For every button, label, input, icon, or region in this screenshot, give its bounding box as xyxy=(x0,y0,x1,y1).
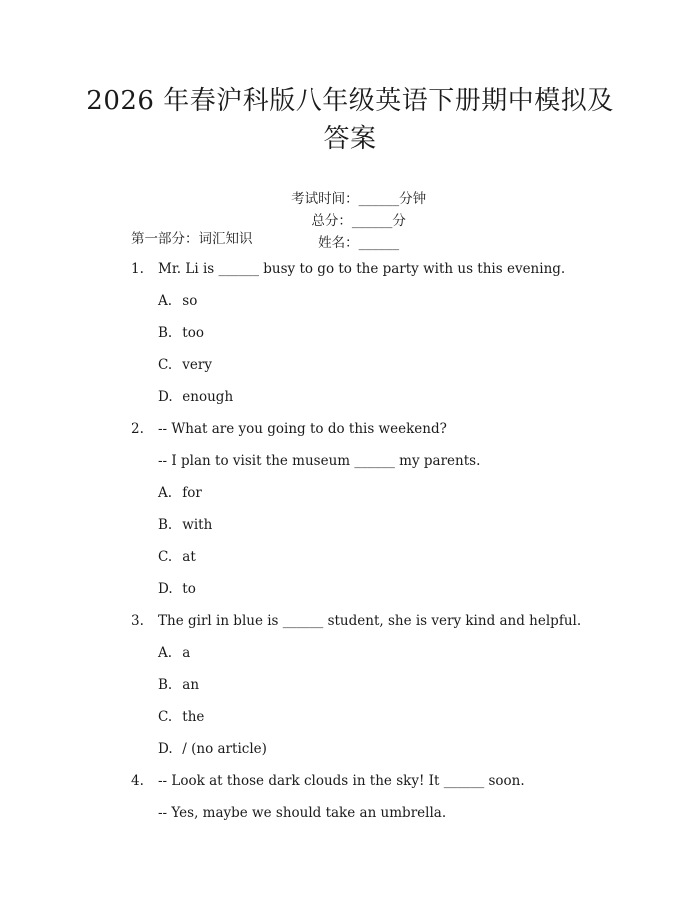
question-text: -- Yes, maybe we should take an umbrella. xyxy=(158,805,447,821)
option-text: a xyxy=(178,645,191,661)
option-text: so xyxy=(178,293,198,309)
answer-option[interactable] xyxy=(0,386,700,418)
option-content xyxy=(158,738,267,760)
option-letter: D. xyxy=(158,389,173,405)
option-text: / (no article) xyxy=(178,741,267,757)
question-number: 4. xyxy=(131,773,144,789)
section-title: 第一部分：词汇知识 xyxy=(131,231,253,247)
option-text: an xyxy=(178,677,200,693)
option-letter: C. xyxy=(158,549,173,565)
answer-option[interactable] xyxy=(0,674,700,706)
question-text: Mr. Li is ______ busy to go to the party with us this evening. xyxy=(158,261,566,277)
question-number: 1. xyxy=(131,261,144,277)
option-text: at xyxy=(178,549,196,565)
option-content xyxy=(158,290,197,312)
option-content xyxy=(158,354,212,376)
question-text: -- What are you going to do this weekend? xyxy=(158,421,447,437)
question-line xyxy=(0,802,700,834)
answer-option[interactable] xyxy=(0,354,700,386)
option-text: with xyxy=(178,517,213,533)
title-line-1: 2026 年春沪科版八年级英语下册期中模拟及 xyxy=(86,86,614,116)
option-content xyxy=(158,482,202,504)
answer-option[interactable] xyxy=(0,290,700,322)
option-content xyxy=(158,706,204,728)
option-text: too xyxy=(178,325,204,341)
option-letter: A. xyxy=(158,485,173,501)
answer-option[interactable] xyxy=(0,546,700,578)
option-letter: C. xyxy=(158,357,173,373)
question-text: -- Look at those dark clouds in the sky! It ______ soon. xyxy=(158,773,525,789)
option-content xyxy=(158,322,204,344)
option-letter: B. xyxy=(158,325,173,341)
option-content xyxy=(158,674,199,696)
option-letter: D. xyxy=(158,741,173,757)
option-content xyxy=(158,546,196,568)
question-number: 2. xyxy=(131,421,144,437)
question-line xyxy=(0,450,700,482)
question-line xyxy=(0,258,700,290)
option-text: very xyxy=(178,357,212,373)
option-letter: A. xyxy=(158,645,173,661)
option-text: the xyxy=(178,709,205,725)
option-text: enough xyxy=(178,389,234,405)
answer-option[interactable] xyxy=(0,578,700,610)
answer-option[interactable] xyxy=(0,738,700,770)
exam-time: 考试时间：______分钟 xyxy=(291,191,427,207)
question-list xyxy=(0,258,700,834)
option-letter: B. xyxy=(158,677,173,693)
question-line xyxy=(0,418,700,450)
question-line xyxy=(0,770,700,802)
question-text: -- I plan to visit the museum ______ my parents. xyxy=(158,453,481,469)
answer-option[interactable] xyxy=(0,482,700,514)
title-line-2: 答案 xyxy=(323,124,377,154)
option-content xyxy=(158,386,233,408)
answer-option[interactable] xyxy=(0,322,700,354)
option-letter: A. xyxy=(158,293,173,309)
option-content xyxy=(158,514,212,536)
option-text: for xyxy=(178,485,202,501)
question-text: The girl in blue is ______ student, she is very kind and helpful. xyxy=(158,613,582,629)
student-name: 姓名：______ xyxy=(318,235,400,251)
answer-option[interactable] xyxy=(0,706,700,738)
option-content xyxy=(158,642,190,664)
option-letter: D. xyxy=(158,581,173,597)
document-title xyxy=(60,82,640,158)
exam-total-score: 总分：______分 xyxy=(311,213,406,229)
question-number: 3. xyxy=(131,613,144,629)
option-text: to xyxy=(178,581,196,597)
question-line xyxy=(0,610,700,642)
answer-option[interactable] xyxy=(0,642,700,674)
option-content xyxy=(158,578,196,600)
option-letter: C. xyxy=(158,709,173,725)
option-letter: B. xyxy=(158,517,173,533)
answer-option[interactable] xyxy=(0,514,700,546)
